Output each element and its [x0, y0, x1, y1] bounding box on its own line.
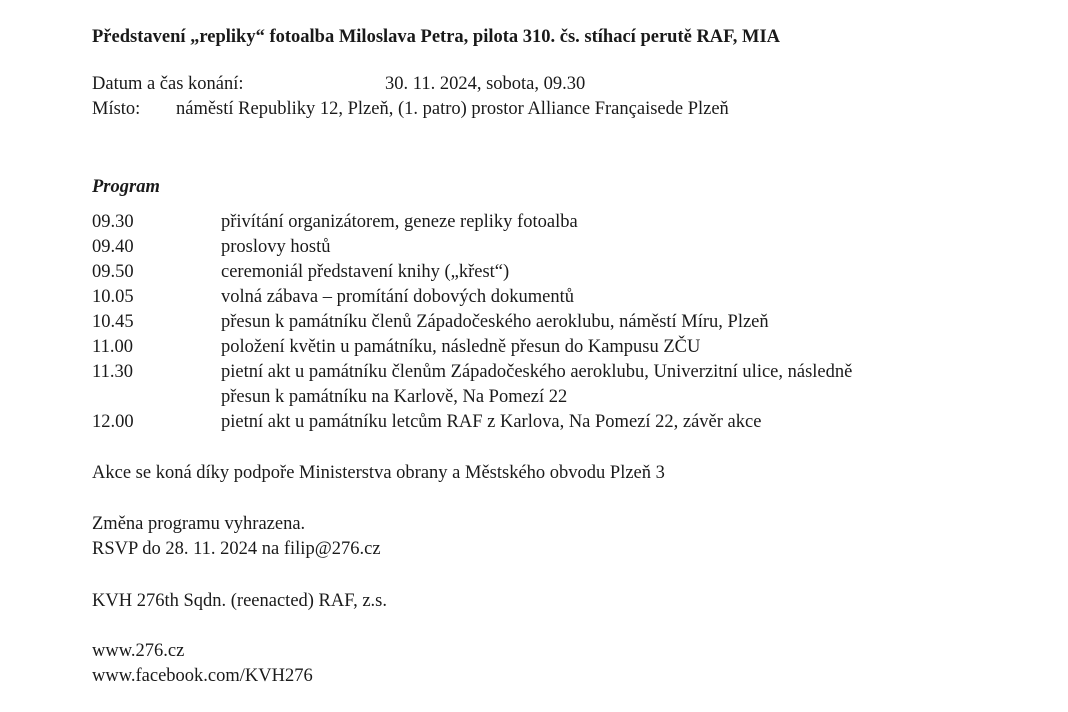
facebook-link[interactable]: www.facebook.com/KVH276 [92, 666, 313, 686]
program-time: 12.00 [92, 412, 134, 432]
program-time: 09.30 [92, 212, 134, 232]
program-item [92, 235, 1032, 260]
website-link[interactable]: www.276.cz [92, 641, 185, 661]
program-time: 09.40 [92, 237, 134, 257]
program-text-block [221, 360, 1032, 410]
program-item [92, 360, 1032, 410]
organizer-name: KVH 276th Sqdn. (reenacted) RAF, z.s. [92, 591, 387, 611]
program-text: přesun k památníku členů Západočeského aeroklubu, náměstí Míru, Plzeň [221, 312, 769, 332]
program-text: pietní akt u památníku letcům RAF z Karlova, Na Pomezí 22, závěr akce [221, 412, 762, 432]
misto-value: náměstí Republiky 12, Plzeň, (1. patro) prostor Alliance Françaisede Plzeň [176, 99, 729, 119]
program-time: 10.05 [92, 287, 134, 307]
program-time: 11.00 [92, 337, 133, 357]
program-item [92, 335, 1032, 360]
program-item [92, 410, 1032, 435]
program-text: položení květin u památníku, následně přesun do Kampusu ZČU [221, 337, 701, 357]
program-text: proslovy hostů [221, 237, 331, 257]
program-text: přivítání organizátorem, geneze repliky fotoalba [221, 212, 578, 232]
program-item [92, 310, 1032, 335]
document-title: Představení „repliky“ fotoalba Miloslava Petra, pilota 310. čs. stíhací perutě RAF, MIA [92, 27, 781, 47]
program-item [92, 260, 1032, 285]
support-note: Akce se koná díky podpoře Ministerstva obrany a Městského obvodu Plzeň 3 [92, 463, 665, 483]
change-note: Změna programu vyhrazena. [92, 514, 306, 534]
program-text: pietní akt u památníku členům Západočeského aeroklubu, Univerzitní ulice, následně [221, 362, 853, 382]
datum-value: 30. 11. 2024, sobota, 09.30 [385, 74, 586, 94]
program-item [92, 285, 1032, 310]
program-list [92, 210, 1032, 435]
program-time: 09.50 [92, 262, 134, 282]
program-time: 11.30 [92, 362, 133, 382]
program-item [92, 210, 1032, 235]
rsvp-note: RSVP do 28. 11. 2024 na filip@276.cz [92, 539, 381, 559]
program-time: 10.45 [92, 312, 134, 332]
program-heading: Program [92, 177, 160, 197]
datum-label: Datum a čas konání: [92, 74, 244, 94]
program-text: volná zábava – promítání dobových dokumentů [221, 287, 574, 307]
program-text: ceremoniál představení knihy („křest“) [221, 262, 510, 282]
program-text-continued: přesun k památníku na Karlově, Na Pomezí 22 [221, 387, 568, 407]
misto-label: Místo: [92, 99, 141, 119]
